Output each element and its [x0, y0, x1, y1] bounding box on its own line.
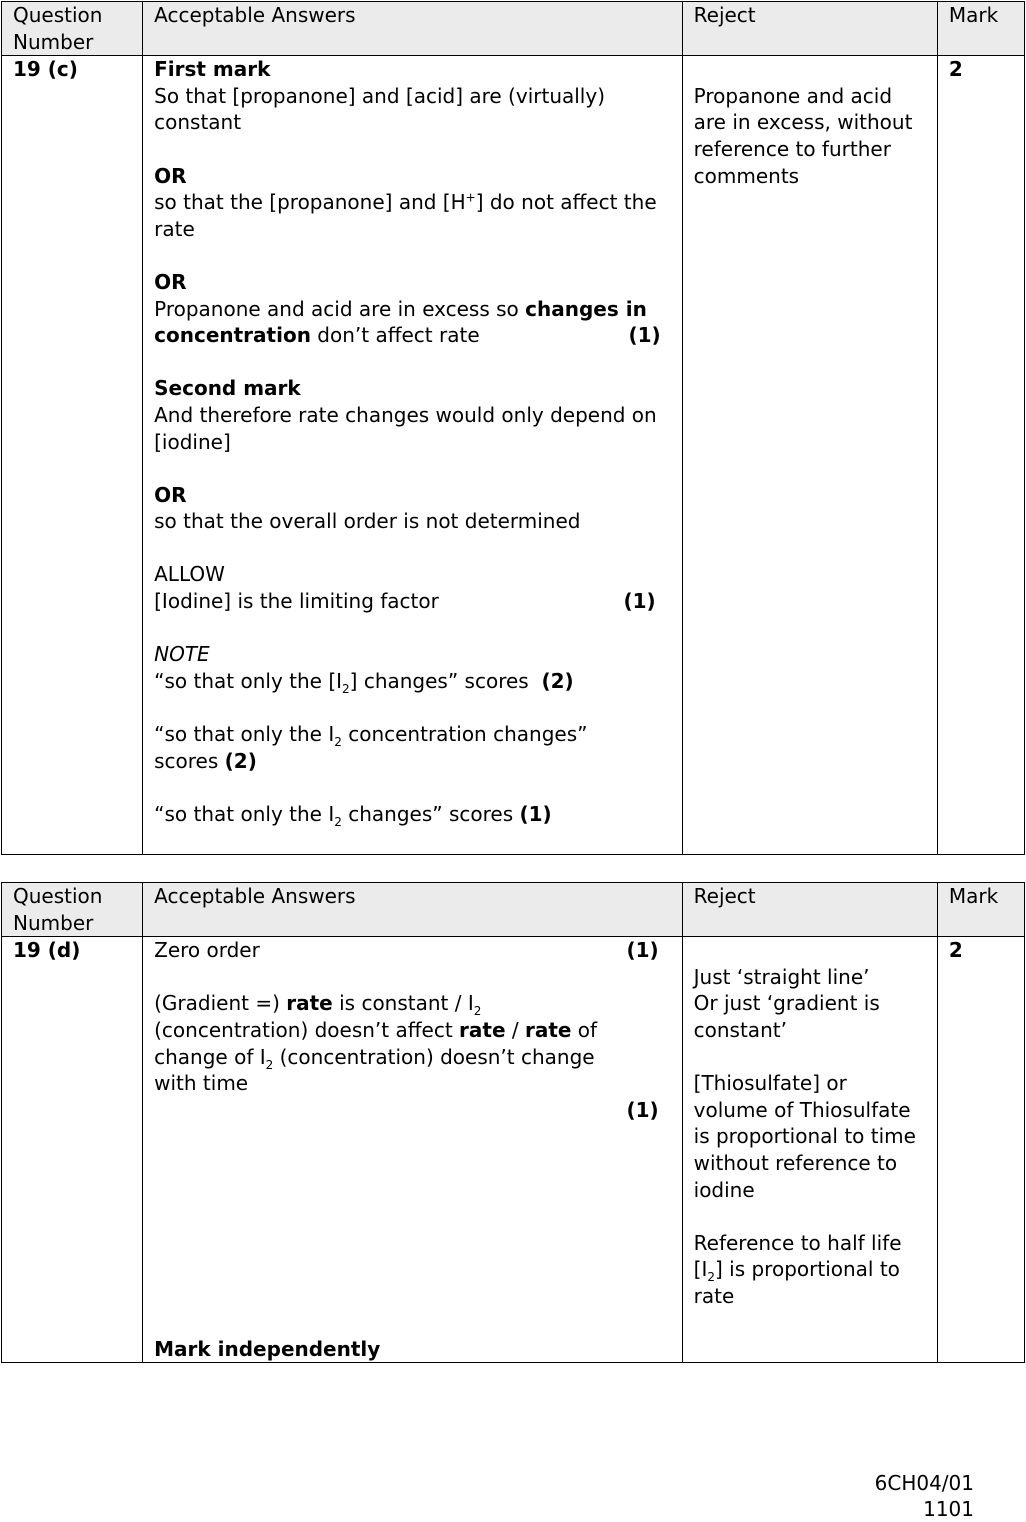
answer-line: so that the overall order is not determined: [154, 509, 581, 534]
mark-allocation: (1): [623, 589, 656, 614]
answer-line: And therefore rate changes would only depend on [iodine]: [154, 402, 657, 454]
header-acceptable-answers: Acceptable Answers: [143, 2, 683, 56]
question-row: [2, 937, 1025, 1363]
header-mark: Mark: [937, 883, 1024, 937]
second-mark-heading: Second mark: [154, 376, 301, 401]
answer-line: So that [propanone] and [acid] are (virtually) constant: [154, 83, 606, 135]
markscheme-table-19d: [1, 882, 1025, 1363]
or-label: OR: [154, 482, 187, 507]
answer-line: (Gradient =) rate is constant / $I_2$ (concentration) doesn’t affect rate / rate of change of $I_2$ (concentration) doesn’t change with time: [154, 991, 598, 1096]
note-line: “so that only the $I_2$ concentration changes” scores (2): [154, 722, 588, 773]
mark-allocation: (1): [626, 1097, 659, 1122]
question-row: [2, 56, 1025, 855]
mark-total: 2: [937, 937, 1024, 1363]
or-label: OR: [154, 163, 187, 188]
answer-line: so that the [propanone] and [H+] do not affect the rate: [154, 190, 657, 241]
header-question-number: Question Number: [2, 2, 143, 56]
reject-line: Or just ‘gradient is constant’: [693, 991, 880, 1042]
question-number: 19 (c): [2, 56, 143, 855]
header-row: [2, 2, 1025, 56]
mark-allocation: (1): [628, 323, 661, 348]
reject-line: $[I_2]$ is proportional to rate: [693, 1257, 900, 1308]
question-number: 19 (d): [2, 937, 143, 1363]
header-reject: Reject: [682, 883, 937, 937]
answer-line: Zero order (1): [154, 938, 659, 963]
session-code: 1101: [923, 1497, 974, 1521]
header-acceptable-answers: Acceptable Answers: [143, 883, 683, 937]
note-line: “so that only the $I_2$ changes” scores (1): [154, 801, 552, 829]
acceptable-answers-cell: [143, 937, 683, 1363]
markscheme-table-19c: [1, 1, 1025, 855]
header-reject: Reject: [682, 2, 937, 56]
mark-total: 2: [937, 56, 1024, 855]
paper-code: 6CH04/01: [874, 1471, 974, 1495]
or-label: OR: [154, 269, 187, 294]
reject-line: Propanone and acid are in excess, without reference to further comments: [693, 83, 913, 188]
mark-independently-note: Mark independently: [154, 1336, 381, 1361]
reject-line: Reference to half life: [693, 1230, 902, 1255]
answer-line: [154, 1097, 671, 1124]
header-row: [2, 883, 1025, 937]
reject-cell: [682, 937, 937, 1363]
header-mark: Mark: [937, 2, 1024, 56]
acceptable-answers-cell: [143, 56, 683, 855]
page-footer: [875, 1470, 974, 1522]
note-label: NOTE: [154, 642, 210, 667]
first-mark-heading: First mark: [154, 57, 271, 82]
reject-line: Just ‘straight line’: [693, 964, 870, 989]
reject-cell: [682, 56, 937, 855]
note-line: “so that only the $[I_2]$ changes” scores (2): [154, 668, 574, 696]
reject-line: [Thiosulfate] or volume of Thiosulfate is proportional to time without reference to iodine: [693, 1071, 916, 1202]
answer-line: [Iodine] is the limiting factor (1): [154, 589, 656, 614]
allow-label: ALLOW: [154, 562, 225, 587]
mark-allocation: (1): [626, 938, 659, 963]
header-question-number: Question Number: [2, 883, 143, 937]
answer-line: Propanone and acid are in excess so changes in concentration don’t affect rate (1): [154, 296, 661, 348]
